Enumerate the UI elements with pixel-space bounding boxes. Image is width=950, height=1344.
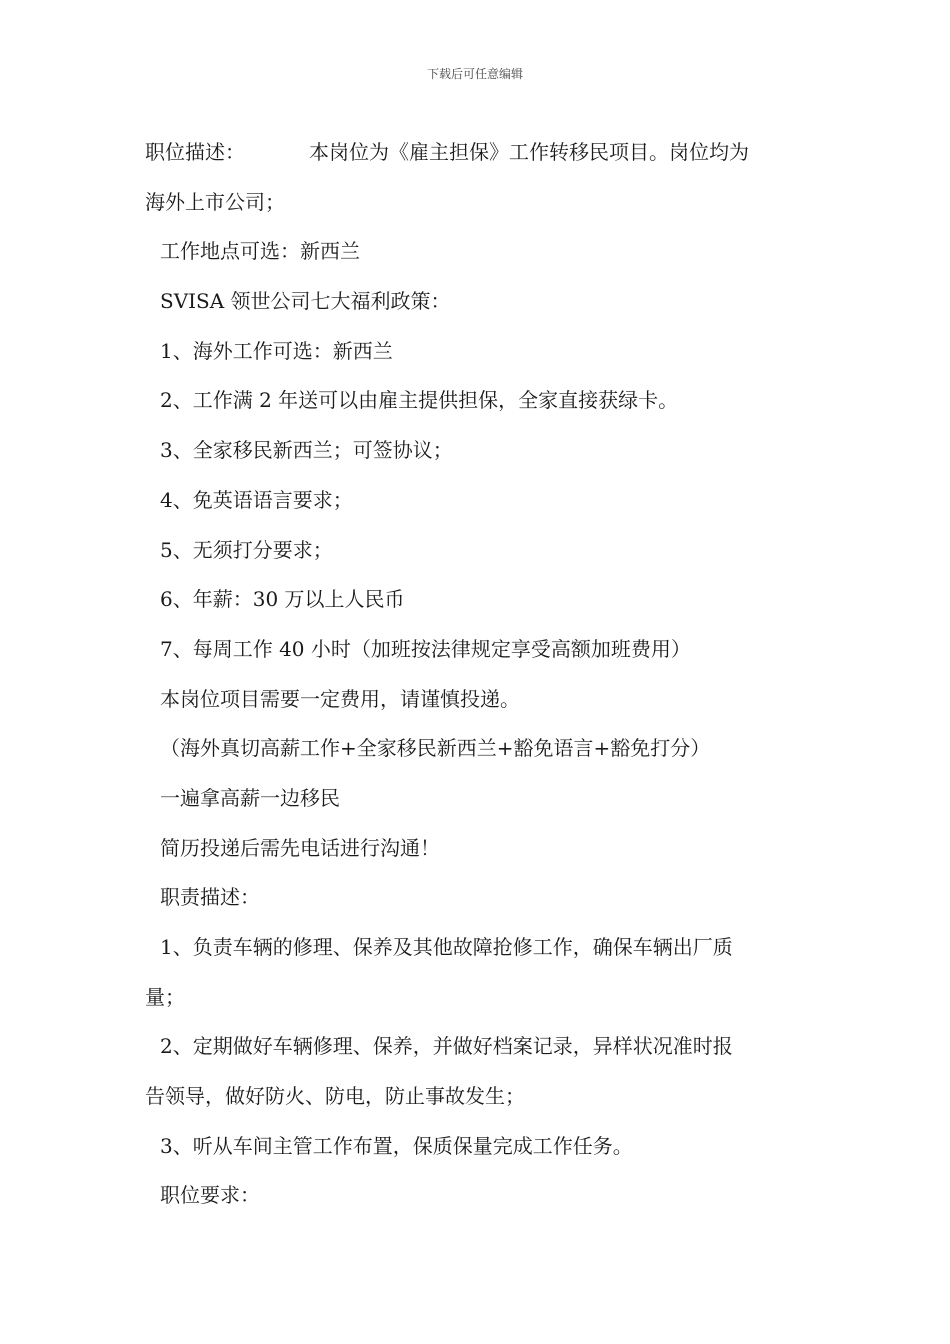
- line-text: 本岗位为《雇主担保》工作转移民项目。岗位均为: [309, 140, 749, 164]
- paragraph-line: 量；: [145, 984, 185, 1009]
- list-item: 1、负责车辆的修理、保养及其他故障抢修工作，确保车辆出厂质: [160, 935, 733, 959]
- list-item: 2、定期做好车辆修理、保养，并做好档案记录，异样状况准时报: [160, 1034, 733, 1059]
- paragraph-line: SVISA 领世公司七大福利政策：: [160, 289, 451, 314]
- section-label: 职位描述：: [145, 140, 245, 164]
- list-item: 5、无须打分要求；: [160, 537, 333, 562]
- paragraph-line: 告领导，做好防火、防电，防止事故发生；: [145, 1084, 525, 1109]
- list-item: 7、每周工作 40 小时（加班按法律规定享受高额加班费用）: [160, 636, 691, 661]
- paragraph-line: 简历投递后需先电话进行沟通！: [160, 835, 440, 860]
- page-header: 下载后可任意编辑: [426, 67, 523, 81]
- paragraph-line: 海外上市公司；: [145, 189, 285, 214]
- document-body: [145, 128, 809, 1221]
- paragraph-line: 本岗位项目需要一定费用，请谨慎投递。: [160, 686, 520, 711]
- list-item: 2、工作满 2 年送可以由雇主提供担保，全家直接获绿卡。: [160, 388, 679, 413]
- list-item: 6、年薪：30 万以上人民币: [160, 587, 405, 612]
- list-item: 3、听从车间主管工作布置，保质保量完成工作任务。: [160, 1133, 633, 1158]
- paragraph-line: [145, 128, 809, 178]
- paragraph-line: 一遍拿高薪一边移民: [160, 785, 340, 810]
- paragraph-line: （海外真切高薪工作+全家移民新西兰+豁免语言+豁免打分）: [160, 736, 711, 761]
- list-item: 3、全家移民新西兰；可签协议；: [160, 438, 453, 463]
- section-heading: 职责描述：: [160, 885, 260, 910]
- list-item: 4、免英语语言要求；: [160, 487, 353, 512]
- list-item: 1、海外工作可选：新西兰: [160, 338, 393, 363]
- section-heading: 职位要求：: [160, 1183, 260, 1208]
- paragraph-line: 工作地点可选：新西兰: [160, 239, 360, 264]
